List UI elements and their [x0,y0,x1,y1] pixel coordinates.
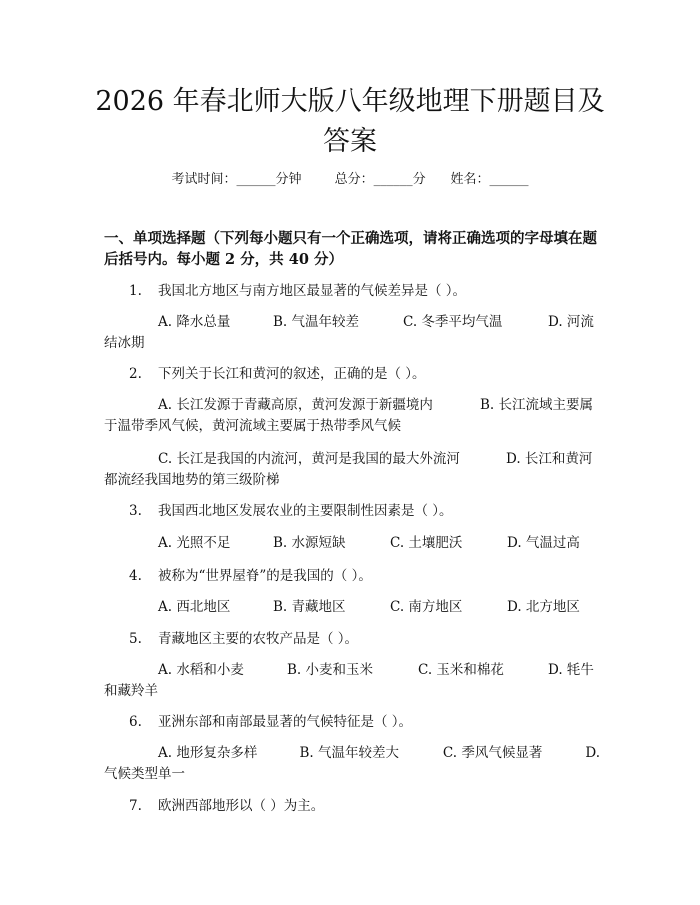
question-number: 7. [129,798,142,814]
option-b: B. 小麦和玉米 [287,662,374,678]
option-a: A. 地形复杂多样 [158,745,258,761]
option-d-continued: 结冰期 [104,335,145,351]
question-4 [129,566,599,586]
question-1 [129,281,599,301]
option-d: D. 长江和黄河 [506,451,593,467]
option-d-continued: 气候类型单一 [104,766,185,782]
question-text: 青藏地区主要的农牧产品是（ ）。 [158,631,359,647]
question-5 [129,629,599,649]
question-number: 5. [129,631,142,647]
question-number: 4. [129,568,142,584]
page-title: 2026 年春北师大版八年级地理下册题目及答案 [95,86,605,157]
question-2-options-cd [104,449,600,491]
question-text: 我国北方地区与南方地区最显著的气候差异是（ ）。 [158,283,467,299]
option-c: C. 冬季平均气温 [403,314,503,330]
option-a: A. 西北地区 [158,599,231,615]
name-label: 姓名： [450,172,490,187]
score-unit: 分 [412,172,426,187]
question-2 [129,364,599,384]
score-label: 总分： [334,172,374,187]
option-c: C. 玉米和棉花 [418,662,504,678]
option-b: B. 水源短缺 [273,535,346,551]
option-d-continued: 都流经我国地势的第三级阶梯 [104,472,280,488]
option-d: D. [585,745,600,761]
question-3 [129,501,599,521]
option-d: D. 气温过高 [507,535,580,551]
question-3-options [104,533,600,554]
question-7 [129,796,599,816]
option-a: A. 水稻和小麦 [158,662,244,678]
question-number: 2. [129,366,142,382]
option-a: A. 长江发源于青藏高原，黄河发源于新疆境内 [158,397,433,413]
time-blank: ______ [236,172,276,187]
question-number: 3. [129,503,142,519]
option-d: D. 牦牛 [548,662,594,678]
option-b: B. 青藏地区 [273,599,346,615]
question-1-options [104,312,600,354]
option-c: C. 长江是我国的内流河，黄河是我国的最大外流河 [158,451,460,467]
exam-meta [0,168,700,187]
question-text: 被称为“世界屋脊”的是我国的（ ）。 [158,568,372,584]
question-number: 6. [129,714,142,730]
question-text: 欧洲西部地形以（ ）为主。 [158,798,325,814]
question-text: 我国西北地区发展农业的主要限制性因素是（ ）。 [158,503,453,519]
option-b: B. 长江流域主要属 [480,397,594,413]
option-b: B. 气温年较差 [273,314,360,330]
option-c: C. 南方地区 [390,599,463,615]
option-c: C. 土壤肥沃 [390,535,463,551]
question-4-options [104,597,600,618]
option-b-continued: 于温带季风气候，黄河流域主要属于热带季风气候 [104,418,401,434]
question-text: 亚洲东部和南部最显著的气候特征是（ ）。 [158,714,413,730]
option-d: D. 河流 [548,314,594,330]
name-blank: ______ [489,172,529,187]
option-c: C. 季风气候显著 [442,745,543,761]
question-2-options-ab [104,395,600,437]
time-unit: 分钟 [275,172,302,187]
question-text: 下列关于长江和黄河的叙述，正确的是（ ）。 [158,366,426,382]
time-label: 考试时间： [171,172,237,187]
question-5-options [104,660,600,702]
option-d: D. 北方地区 [507,599,580,615]
option-a: A. 光照不足 [158,535,231,551]
section-heading: 一、单项选择题（下列每小题只有一个正确选项，请将正确选项的字母填在题后括号内。每小题 2 分，共 40 分） [104,230,597,268]
question-number: 1. [129,283,142,299]
question-6 [129,712,599,732]
option-d-continued: 和藏羚羊 [104,683,158,699]
question-6-options [104,743,600,785]
option-b: B. 气温年较差大 [299,745,399,761]
option-a: A. 降水总量 [158,314,231,330]
score-blank: ______ [373,172,413,187]
